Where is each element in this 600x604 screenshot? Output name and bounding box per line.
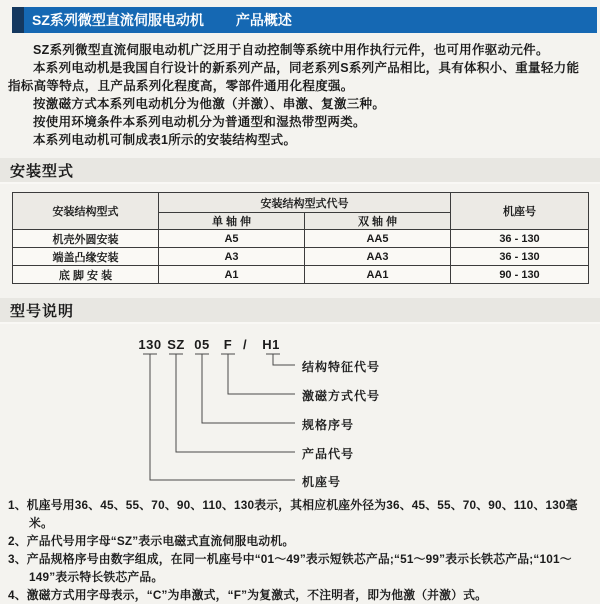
col-header-single-shaft: 单 轴 伸 bbox=[159, 213, 305, 230]
table-row bbox=[13, 248, 589, 266]
intro-text bbox=[8, 41, 592, 149]
model-part-product-code: SZ bbox=[167, 337, 185, 352]
install-type-table bbox=[12, 192, 589, 284]
col-header-frame-number: 机座号 bbox=[451, 193, 589, 230]
page-header bbox=[0, 7, 600, 33]
label-frame-number: 机座号 bbox=[302, 475, 342, 489]
label-product-code: 产品代号 bbox=[302, 447, 355, 461]
section-heading-model-designation bbox=[0, 298, 600, 324]
cell-frame-range: 36 - 130 bbox=[451, 230, 589, 248]
note-item-2: 2、产品代号用字母“SZ”表示电磁式直流伺服电动机。 bbox=[8, 534, 295, 548]
col-header-structure-type: 安装结构型式 bbox=[13, 193, 159, 230]
cell-single-code: A3 bbox=[159, 248, 305, 266]
cell-double-code: AA1 bbox=[305, 266, 451, 284]
series-title: SZ系列微型直流伺服电动机 bbox=[32, 12, 204, 28]
header-left-margin bbox=[0, 7, 12, 33]
note-item-4: 4、激磁方式用字母表示，“C”为串激式，“F”为复激式，不注明者，即为他激（并激）式。 bbox=[8, 588, 488, 602]
note-item-1: 1、机座号用36、45、55、70、90、110、130表示，其相应机座外径为36、45、55、70、90、110、130毫米。 bbox=[8, 498, 578, 530]
notes-list bbox=[8, 496, 596, 604]
section-title: 安装型式 bbox=[10, 162, 75, 180]
section-title: 型号说明 bbox=[10, 302, 75, 320]
table-row bbox=[13, 230, 589, 248]
cell-double-code: AA3 bbox=[305, 248, 451, 266]
intro-paragraph: SZ系列微型直流伺服电动机广泛用于自动控制等系统中用作执行元件，也可用作驱动元件。 bbox=[33, 43, 549, 57]
label-spec-serial-number: 规格序号 bbox=[302, 418, 355, 432]
table-header-row bbox=[13, 193, 589, 213]
cell-double-code: AA5 bbox=[305, 230, 451, 248]
intro-paragraph: 本系列电动机可制成表1所示的安装结构型式。 bbox=[33, 133, 297, 147]
diagram-callout-lines bbox=[0, 324, 600, 494]
cell-structure-type: 机壳外圆安装 bbox=[13, 230, 159, 248]
model-part-excitation: F bbox=[223, 337, 233, 352]
cell-single-code: A1 bbox=[159, 266, 305, 284]
header-navy-accent bbox=[12, 7, 24, 33]
intro-paragraph: 按使用环境条件本系列电动机分为普通型和湿热带型两类。 bbox=[33, 115, 366, 129]
note-item-3: 3、产品规格序号由数字组成，在同一机座号中“01～49”表示短铁芯产品;“51～99”表示长铁芯产品;“101～149”表示特长铁芯产品。 bbox=[8, 552, 572, 584]
cell-structure-type: 端盖凸缘安装 bbox=[13, 248, 159, 266]
col-header-double-shaft: 双 轴 伸 bbox=[305, 213, 451, 230]
label-structure-feature-code: 结构特征代号 bbox=[302, 360, 381, 374]
intro-paragraph: 按激磁方式本系列电动机分为他激（并激）、串激、复激三种。 bbox=[33, 97, 386, 111]
model-part-slash: / bbox=[242, 337, 248, 352]
table-row bbox=[13, 266, 589, 284]
model-part-spec-number: 05 bbox=[194, 337, 210, 352]
label-excitation-mode-code: 激磁方式代号 bbox=[302, 389, 381, 403]
model-number-diagram bbox=[0, 324, 600, 494]
cell-structure-type: 底 脚 安 装 bbox=[13, 266, 159, 284]
intro-paragraph: 本系列电动机是我国自行设计的新系列产品，同老系列S系列产品相比，具有体积小、重量轻力能指标高等特点，且产品系列化程度高，零部件通用化程度强。 bbox=[8, 61, 580, 93]
col-header-code-group: 安装结构型式代号 bbox=[159, 193, 451, 213]
cell-frame-range: 36 - 130 bbox=[451, 248, 589, 266]
section-heading-install-type bbox=[0, 158, 600, 184]
install-type-table-wrap bbox=[12, 192, 588, 284]
cell-single-code: A5 bbox=[159, 230, 305, 248]
model-part-structure-feature: H1 bbox=[262, 337, 280, 352]
header-title-bar bbox=[24, 7, 597, 33]
cell-frame-range: 90 - 130 bbox=[451, 266, 589, 284]
page-title: 产品概述 bbox=[235, 12, 292, 28]
model-part-frame: 130 bbox=[138, 337, 162, 352]
